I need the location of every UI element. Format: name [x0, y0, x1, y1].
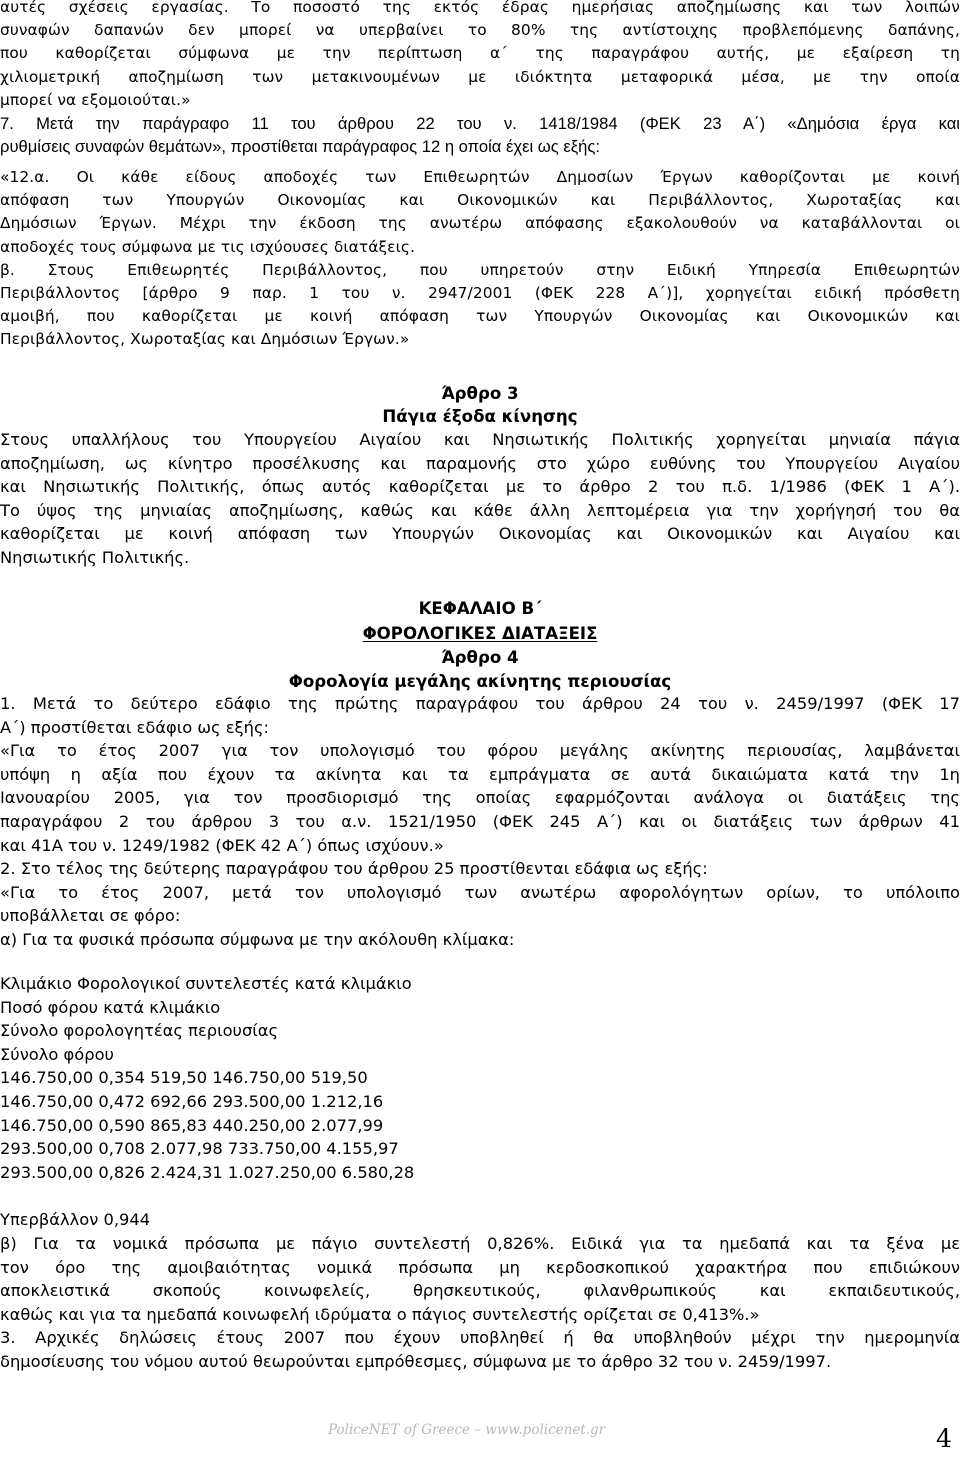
table-header: Ποσό φόρου κατά κλιμάκιο — [0, 997, 221, 1017]
text-line: υποβάλλεται σε φόρο: — [0, 906, 181, 926]
table-row: 293.500,00 0,708 2.077,98 733.750,00 4.155,97 — [0, 1139, 399, 1159]
text-line: αυτές σχέσεις εργασίας. Το ποσοστό της εκτός έδρας ημερήσιας αποζημίωσης και των λοιπών — [0, 0, 960, 16]
text-line: Περιβάλλοντος [άρθρο 9 παρ. 1 του ν. 2947/2001 (ΦΕΚ 228 Α΄)], χορηγείται ειδική πρόσθετη — [0, 284, 960, 303]
article-4-subtitle: Φορολογία μεγάλης ακίνητης περιουσίας — [288, 672, 672, 691]
text-line: αποκλειστικά σκοπούς κοινωφελείς, θρησκευτικούς, φιλανθρωπικούς και εκπαιδευτικούς, — [0, 1281, 960, 1301]
text-line: υπόψη η αξία που έχουν τα ακίνητα και τα εμπράγματα σε αυτά δικαιώματα κατά την 1η — [0, 764, 960, 784]
excess-line — [0, 1208, 960, 1232]
text-line: τον όρο της αμοιβαιότητας νομικά πρόσωπα μη κερδοσκοπικού χαρακτήρα που επιδιώκουν — [0, 1257, 960, 1277]
text-line: β. Στους Επιθεωρητές Περιβάλλοντος, που υπηρετούν στην Ειδική Υπηρεσία Επιθεωρητών — [0, 260, 960, 279]
text-line: και 41Α του ν. 1249/1982 (ΦΕΚ 42 Α΄) όπως ισχύουν.» — [0, 835, 444, 855]
text-line: 3. Αρχικές δηλώσεις έτους 2007 που έχουν υποβληθεί ή θα υποβληθούν μέχρι την ημερομηνία — [0, 1328, 960, 1348]
text-line: 7. Μετά την παράγραφο 11 του άρθρου 22 του ν. 1418/1984 (ΦΕΚ 23 Α΄) «Δημόσια έργα και — [0, 114, 960, 133]
text-line: που καθορίζεται σύμφωνα με την περίπτωση α΄ της παραγράφου αυτής, με εξαίρεση τη — [0, 44, 960, 63]
text-line: Το ύψος της μηνιαίας αποζημίωσης, καθώς και κάθε άλλη λεπτομέρεια για την χορήγησή του θα — [0, 500, 960, 520]
text-line: «Για το έτος 2007 για τον υπολογισμό του φόρου μεγάλης ακίνητης περιουσίας, λαμβάνεται — [0, 741, 960, 761]
table-row: 146.750,00 0,472 692,66 293.500,00 1.212,16 — [0, 1091, 384, 1111]
text-line: α) Για τα φυσικά πρόσωπα σύμφωνα με την ακόλουθη κλίμακα: — [0, 929, 515, 949]
text-line: «12.α. Οι κάθε είδους αποδοχές των Επιθεωρητών Δημοσίων Έργων καθορίζονται με κοινή — [0, 168, 960, 186]
text-line: β) Για τα νομικά πρόσωπα με πάγιο συντελεστή 0,826%. Ειδικά για τα ημεδαπά και τα ξένα με — [0, 1234, 960, 1253]
article-4-body — [0, 692, 960, 952]
text-line: Ιανουαρίου 2005, για τον προσδιορισμό της οποίας εφαρμόζονται ανάλογα οι διατάξεις της — [0, 788, 960, 808]
intro-paragraph — [0, 0, 960, 112]
chapter-subtitle: ΦΟΡΟΛΟΓΙΚΕΣ ΔΙΑΤΑΞΕΙΣ — [362, 624, 598, 643]
article-4-title: Άρθρο 4 — [441, 648, 519, 667]
text-line: παραγράφου 2 του άρθρου 3 του α.ν. 1521/1950 (ΦΕΚ 245 Α΄) και οι διατάξεις των άρθρων 41 — [0, 811, 960, 831]
text-line: Στους υπαλλήλους του Υπουργείου Αιγαίου και Νησιωτικής Πολιτικής χορηγείται μηνιαία πάγια — [0, 430, 960, 449]
table-row: 146.750,00 0,354 519,50 146.750,00 519,50 — [0, 1068, 368, 1088]
text-line: απόφαση των Υπουργών Οικονομίας και Οικονομικών και Περιβάλλοντος, Χωροταξίας και — [0, 191, 960, 210]
text-line: Περιβάλλοντος, Χωροταξίας και Δημόσιων Έργων.» — [0, 330, 410, 349]
paragraph-12 — [0, 166, 960, 352]
table-header: Σύνολο φόρου — [0, 1044, 114, 1064]
table-excess-row: Υπερβάλλον 0,944 — [0, 1210, 151, 1229]
table-row: 293.500,00 0,826 2.424,31 1.027.250,00 6.580,28 — [0, 1162, 415, 1182]
text-line: καθώς και για τα ημεδαπά κοινωφελή ιδρύματα ο πάγιος συντελεστής ορίζεται σε 0,413%.» — [0, 1304, 760, 1324]
text-line: αποδοχές τους σύμφωνα με τις ισχύουσες διατάξεις. — [0, 237, 416, 256]
table-row: 146.750,00 0,590 865,83 440.250,00 2.077,99 — [0, 1115, 384, 1135]
text-line: χιλιομετρική αποζημίωση των μετακινουμένων με ιδιόκτητα μεταφορικά μέσα, με την οποία — [0, 67, 960, 86]
text-line: αποζημίωση, ως κίνητρο προσέλκυσης και παραμονής στο χώρο ευθύνης του Υπουργείου Αιγαίου — [0, 453, 960, 473]
paragraph-7 — [0, 112, 960, 158]
text-line: συναφών δαπανών δεν μπορεί να υπερβαίνει το 80% της αντίστοιχης προβλεπόμενης δαπάνης, — [0, 21, 960, 40]
text-line: Νησιωτικής Πολιτικής. — [0, 547, 190, 567]
text-line: μπορεί να εξομοιούται.» — [0, 90, 191, 109]
footer-text: PoliceNET of Greece – www.policenet.gr — [328, 1422, 606, 1438]
article-3-body — [0, 428, 960, 570]
chapter-title: ΚΕΦΑΛΑΙΟ Β΄ — [418, 599, 542, 618]
text-line: και Νησιωτικής Πολιτικής, όπως αυτός καθορίζεται με το άρθρο 2 του π.δ. 1/1986 (ΦΕΚ 1 Α΄). — [0, 477, 960, 497]
table-header: Κλιμάκιο Φορολογικοί συντελεστές κατά κλιμάκιο — [0, 974, 412, 993]
text-line: Α΄) προστίθεται εδάφιο ως εξής: — [0, 717, 269, 737]
table-header: Σύνολο φορολογητέας περιουσίας — [0, 1021, 279, 1041]
tax-scale-table — [0, 972, 960, 1184]
text-line: δημοσίευσης του νόμου αυτού θεωρούνται εμπρόθεσμες, σύμφωνα με το άρθρο 32 του ν. 2459/1997. — [0, 1351, 832, 1371]
article-3-subtitle: Πάγια έξοδα κίνησης — [382, 407, 578, 426]
text-line: Δημόσιων Έργων. Μέχρι την έκδοση της ανωτέρω απόφασης εξακολουθούν να καταβάλλονται οι — [0, 214, 960, 233]
page-number: 4 — [936, 1424, 952, 1453]
text-line: «Για το έτος 2007, μετά τον υπολογισμό των ανωτέρω αφορολόγητων ορίων, το υπόλοιπο — [0, 882, 960, 902]
text-line: καθορίζεται με κοινή απόφαση των Υπουργών Οικονομίας και Οικονομικών και Αιγαίου και — [0, 524, 960, 544]
article-3-title: Άρθρο 3 — [441, 384, 519, 403]
text-line: 2. Στο τέλος της δεύτερης παραγράφου του άρθρου 25 προστίθενται εδάφια ως εξής: — [0, 859, 708, 879]
closing-paragraphs — [0, 1232, 960, 1374]
text-line: αμοιβή, που καθορίζεται με κοινή απόφαση των Υπουργών Οικονομίας και Οικονομικών και — [0, 307, 960, 326]
text-line: 1. Μετά το δεύτερο εδάφιο της πρώτης παραγράφου του άρθρου 24 του ν. 2459/1997 (ΦΕΚ 17 — [0, 694, 960, 713]
text-line: ρυθμίσεις συναφών θεμάτων», προστίθεται παράγραφος 12 η οποία έχει ως εξής: — [0, 137, 601, 157]
page-footer — [0, 1414, 960, 1454]
